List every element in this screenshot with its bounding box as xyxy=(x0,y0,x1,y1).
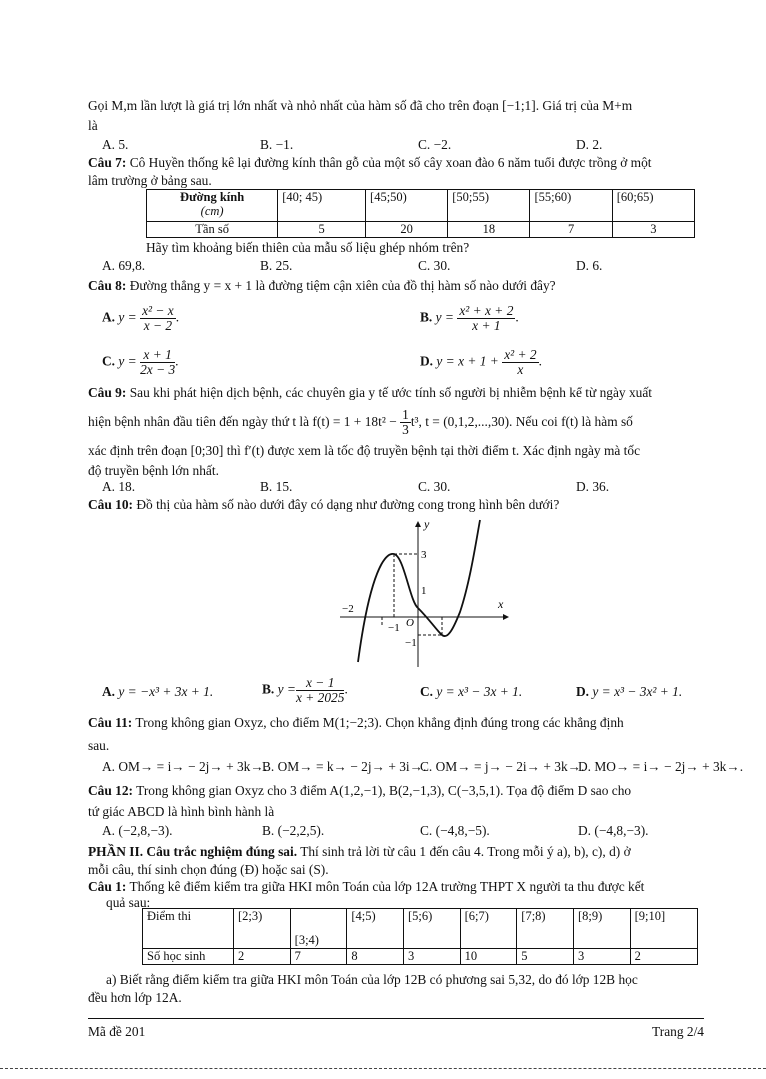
q10-a-letter: A. xyxy=(102,684,116,699)
q12-option-b: B. (−2,2,5). xyxy=(262,823,325,838)
q8-d-fraction xyxy=(502,348,538,377)
q10-option-a xyxy=(102,684,213,700)
q10-tick-label: 1 xyxy=(421,585,427,597)
q9-option-c: C. 30. xyxy=(418,479,451,494)
q10-tick-label: −1 xyxy=(388,622,400,634)
q7-text: Cô Huyền thống kê lại đường kính thân gỗ của một số cây xoan đào 6 năm tuổi được trồng ở một xyxy=(129,155,652,170)
footer-code: Mã đề 201 xyxy=(88,1024,146,1039)
part2-count: 3 xyxy=(403,949,460,965)
q10-d-letter: D. xyxy=(576,684,590,699)
part2-interval: [7;8) xyxy=(517,909,574,949)
q7-option-a: A. 69,8. xyxy=(102,258,146,273)
q9-fraction xyxy=(400,408,411,437)
q10-text-line xyxy=(88,497,704,513)
q10-y-label: y xyxy=(424,517,430,531)
q11-label: Câu 11: xyxy=(88,715,133,730)
q8-b-lhs: y = xyxy=(435,309,454,325)
q10-option-b: B. y = $\frac{x - 1}{x + 2025}$ . xyxy=(262,675,348,705)
q7-option-d: D. 6. xyxy=(576,258,603,273)
q7-head-label: Đường kính xyxy=(180,190,245,204)
q9-text2b: t³, t = (0,1,2,...,30). Nếu coi f(t) là hàm số xyxy=(410,414,633,429)
q7-freq: 5 xyxy=(278,222,366,238)
q10-graph xyxy=(330,512,520,672)
part2-count: 7 xyxy=(290,949,347,965)
q8-a-num: x² − x xyxy=(142,303,174,318)
q10-tick-label: −1 xyxy=(405,637,417,649)
q9-option-a: A. 18. xyxy=(102,479,136,494)
q8-d-den: x xyxy=(517,362,524,377)
q9-text-line1 xyxy=(88,385,704,401)
part2-q1-line1 xyxy=(88,879,704,895)
part2-count: 10 xyxy=(460,949,517,965)
intro-option-d: D. 2. xyxy=(576,137,603,152)
part2-interval: [6;7) xyxy=(460,909,517,949)
intro-option-b: B. −1. xyxy=(260,137,294,152)
part2-q1-text: Thống kê điểm kiểm tra giữa HKI môn Toán của lớp 12A trường THPT X người ta thu được kết xyxy=(129,879,645,894)
q9-option-b: B. 15. xyxy=(260,479,293,494)
q10-curve xyxy=(358,520,480,662)
part2-row-label: Số học sinh xyxy=(143,949,234,965)
q10-b-letter: B. xyxy=(262,681,275,697)
q9-label: Câu 9: xyxy=(88,385,127,400)
footer-divider xyxy=(88,1018,704,1019)
q7-option-b: B. 25. xyxy=(260,258,293,273)
q8-a-letter: A. xyxy=(102,309,116,325)
q8-option-b: B. y = $\frac{\text{x² + x + 2}}{x + 1}$ . xyxy=(420,303,519,333)
footer-page: Trang 2/4 xyxy=(652,1024,704,1039)
q8-option-d: D. y = x + 1 + $\frac{\text{x² + 2}}{x}$ . xyxy=(420,347,542,377)
q8-d-lhs: y = x + 1 + xyxy=(436,353,499,369)
q7-question: Hãy tìm khoảng biến thiên của mẫu số liệu ghép nhóm trên? xyxy=(146,240,470,255)
q8-c-letter: C. xyxy=(102,353,116,369)
q7-interval: [55;60) xyxy=(530,190,612,222)
q12-text: Trong không gian Oxyz cho 3 điểm A(1,2,−1), B(2,−1,3), C(−3,5,1). Tọa độ điểm D sao cho xyxy=(136,783,632,798)
q9-option-d: D. 36. xyxy=(576,479,610,494)
q8-d-letter: D. xyxy=(420,353,434,369)
q7-interval: [60;65) xyxy=(612,190,694,222)
part2-interval: [8;9) xyxy=(573,909,630,949)
q8-d-num: x² + 2 xyxy=(504,347,537,362)
q10-c-letter: C. xyxy=(420,684,434,699)
q11-text-line2: sau. xyxy=(88,738,110,753)
part2-count: 2 xyxy=(630,949,697,965)
q8-a-fraction xyxy=(140,304,176,333)
part2-count: 3 xyxy=(573,949,630,965)
q7-freq: 7 xyxy=(530,222,612,238)
q12-option-c: C. (−4,8,−5). xyxy=(420,823,490,838)
part2-q1-line2: quả sau: xyxy=(106,895,151,910)
part2-table xyxy=(142,908,698,965)
q8-b-letter: B. xyxy=(420,309,433,325)
q10-origin-label: O xyxy=(406,617,414,629)
q7-option-c: C. 30. xyxy=(418,258,451,273)
q8-b-den: x + 1 xyxy=(472,318,501,333)
part2-interval: [3;4) xyxy=(290,909,347,949)
q12-option-d: D. (−4,8,−3). xyxy=(578,823,649,838)
part2-interval: [4;5) xyxy=(347,909,404,949)
part2-a-line1: a) Biết rằng điểm kiểm tra giữa HKI môn Toán của lớp 12B có phương sai 5,32, do đó lớp 12B học xyxy=(106,972,638,987)
intro-option-c: C. −2. xyxy=(418,137,452,152)
q11-option-c: C. OM→ = j→ − 2i→ + 3k→. xyxy=(420,759,585,774)
q12-text-line1 xyxy=(88,783,704,799)
part2-intro: Thí sinh trả lời từ câu 1 đến câu 4. Trong mỗi ý a), b), c), d) ở xyxy=(300,844,631,859)
q7-interval: [50;55) xyxy=(448,190,530,222)
q10-tick-label: 3 xyxy=(421,549,427,561)
q12-label: Câu 12: xyxy=(88,783,134,798)
q10-option-c xyxy=(420,684,522,700)
q8-option-c: C. y = $\frac{x + 1}{2x - 3}$ . xyxy=(102,347,179,377)
q9-text-line4: độ truyền bệnh lớn nhất. xyxy=(88,463,219,478)
q8-c-den: 2x − 3 xyxy=(140,362,176,377)
q9-text: Sau khi phát hiện dịch bệnh, các chuyên gia y tế ước tính số người bị nhiễm bệnh kể từ ngày xuất xyxy=(129,385,653,400)
part2-interval: [5;6) xyxy=(403,909,460,949)
intro-option-a: A. 5. xyxy=(102,137,129,152)
part2-count: 8 xyxy=(347,949,404,965)
q7-freq: 18 xyxy=(448,222,530,238)
q11-option-b: B. OM→ = k→ − 2j→ + 3i→. xyxy=(262,759,427,774)
q10-tick-label: −2 xyxy=(342,603,354,615)
q8-b-fraction xyxy=(457,304,515,333)
part2-head-label: Điểm thi xyxy=(143,909,234,949)
part2-title: PHẦN II. Câu trắc nghiệm đúng sai. xyxy=(88,844,298,859)
q9-text-line2 xyxy=(88,407,704,437)
part2-text-line2: mỗi câu, thí sinh chọn đúng (Đ) hoặc sai (S). xyxy=(88,862,329,877)
q10-label: Câu 10: xyxy=(88,497,134,512)
part2-count: 2 xyxy=(234,949,291,965)
q9-frac-num: 1 xyxy=(402,407,409,423)
q10-b-num: x − 1 xyxy=(296,676,344,691)
part2-interval: [9;10] xyxy=(630,909,697,949)
part2-count: 5 xyxy=(517,949,574,965)
q8-c-fraction xyxy=(140,348,175,377)
q10-a-expr: y = −x³ + 3x + 1. xyxy=(118,684,214,699)
q10-b-den: x + 2025 xyxy=(295,690,345,705)
q8-option-a: A. y = $\frac{\text{x² − x}}{x - 2}$ . xyxy=(102,303,180,333)
intro-text-line1: Gọi M,m lần lượt là giá trị lớn nhất và nhỏ nhất của hàm số đã cho trên đoạn [−1;1]. Giá trị của M+m xyxy=(88,98,633,113)
q8-b-num: x² + x + 2 xyxy=(459,303,514,318)
q10-b-fraction xyxy=(296,676,344,705)
q7-freq: 3 xyxy=(612,222,694,238)
q8-label: Câu 8: xyxy=(88,278,127,293)
q7-label: Câu 7: xyxy=(88,155,127,170)
q7-interval: [45;50) xyxy=(366,190,448,222)
part2-a-line2: đều hơn lớp 12A. xyxy=(88,990,182,1005)
q10-x-label: x xyxy=(498,597,504,611)
q11-option-d: D. MO→ = i→ − 2j→ + 3k→. xyxy=(578,759,744,774)
q7-table xyxy=(146,189,695,238)
part2-interval: [2;3) xyxy=(234,909,291,949)
q10-option-d xyxy=(576,684,682,700)
q7-interval: [40; 45) xyxy=(278,190,366,222)
q7-text-line1 xyxy=(88,155,704,171)
intro-text-line2: là xyxy=(88,118,98,133)
q8-text-line xyxy=(88,278,704,294)
q11-text-line1 xyxy=(88,715,704,731)
q9-text2a: hiện bệnh nhân đầu tiên đến ngày thứ t là f(t) = 1 + 18t² − xyxy=(88,414,397,429)
q10-text: Đồ thị của hàm số nào dưới đây có dạng như đường cong trong hình bên dưới? xyxy=(136,497,560,512)
q12-option-a: A. (−2,8,−3). xyxy=(102,823,173,838)
q8-a-den: x − 2 xyxy=(143,318,173,333)
q7-head-unit: (cm) xyxy=(200,204,224,218)
q7-row-label: Tần số xyxy=(147,222,278,238)
q12-text-line2: tứ giác ABCD là hình bình hành là xyxy=(88,804,275,819)
q7-freq: 20 xyxy=(366,222,448,238)
q8-c-lhs: y = xyxy=(118,353,137,369)
part2-text-line1 xyxy=(88,844,704,860)
scan-edge-line xyxy=(0,1068,766,1069)
q10-c-expr: y = x³ − 3x + 1. xyxy=(436,684,523,699)
q9-text-line3: xác định trên đoạn [0;30] thì f′(t) được xem là tốc độ truyền bệnh tại thời điểm t. Xác định ngày mà tốc xyxy=(88,443,641,458)
part2-q1-label: Câu 1: xyxy=(88,879,127,894)
q8-c-num: x + 1 xyxy=(140,348,175,363)
q10-d-expr: y = x³ − 3x² + 1. xyxy=(592,684,683,699)
q11-text: Trong không gian Oxyz, cho điểm M(1;−2;3). Chọn khẳng định đúng trong các khẳng định xyxy=(135,715,624,730)
q10-b-lhs: y = xyxy=(277,681,296,697)
q7-text-line2: lâm trường ở bảng sau. xyxy=(88,173,212,188)
q11-option-a: A. OM→ = i→ − 2j→ + 3k→. xyxy=(102,759,268,774)
q9-frac-den: 3 xyxy=(402,422,409,438)
q7-table-head xyxy=(147,190,278,222)
q8-text: Đường thẳng y = x + 1 là đường tiệm cận xiên của đồ thị hàm số nào dưới đây? xyxy=(129,278,556,293)
q8-a-lhs: y = xyxy=(118,309,137,325)
